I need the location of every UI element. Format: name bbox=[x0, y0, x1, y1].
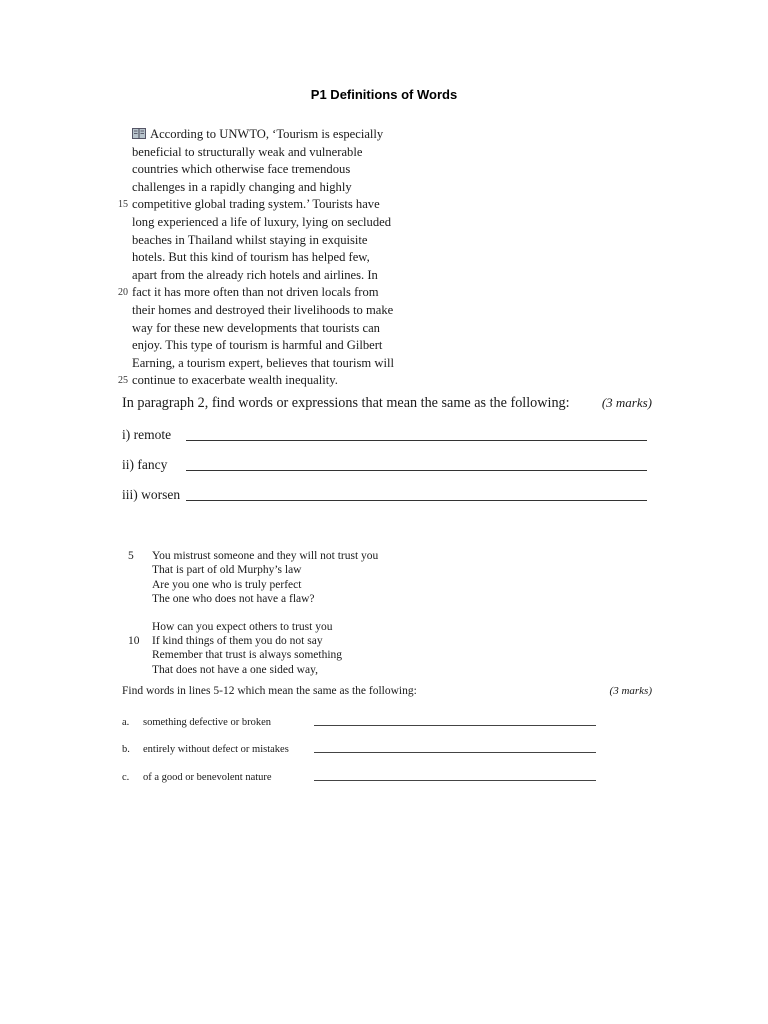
passage-text: According to UNWTO, ‘Tourism is especially bbox=[150, 127, 384, 141]
question-1-item bbox=[122, 485, 647, 505]
answer-line[interactable] bbox=[314, 711, 596, 726]
passage-line bbox=[118, 320, 418, 338]
passage-text: Earning, a tourism expert, believes that tourism will bbox=[132, 355, 394, 370]
passage-text: challenges in a rapidly changing and highly bbox=[132, 179, 352, 194]
answer-line[interactable] bbox=[186, 424, 647, 441]
passage-text: fact it has more often than not driven locals from bbox=[132, 285, 379, 300]
answer-line[interactable] bbox=[314, 766, 596, 781]
passage-line bbox=[118, 249, 418, 267]
question-1-item bbox=[122, 425, 647, 445]
item-label: iii) worsen bbox=[122, 487, 181, 502]
poem-line bbox=[128, 549, 428, 563]
question-2-item bbox=[122, 767, 596, 785]
passage-line bbox=[118, 179, 418, 197]
poem-text: Are you one who is truly perfect bbox=[152, 578, 302, 591]
item-label: of a good or benevolent nature bbox=[143, 772, 272, 783]
instruction-text: In paragraph 2, find words or expressions that mean the same as the following: bbox=[122, 395, 570, 411]
poem-text: That is part of old Murphy’s law bbox=[152, 564, 302, 577]
line-number: 20 bbox=[118, 287, 128, 299]
item-letter: b. bbox=[122, 744, 130, 755]
book-icon bbox=[132, 128, 146, 139]
item-label: something defective or broken bbox=[143, 717, 271, 728]
passage-text: beneficial to structurally weak and vulnerable bbox=[132, 144, 363, 159]
item-label: i) remote bbox=[122, 427, 172, 442]
reading-passage bbox=[118, 126, 418, 390]
line-number: 15 bbox=[118, 199, 128, 211]
passage-line bbox=[118, 214, 418, 232]
page-title: P1 Definitions of Words bbox=[310, 87, 458, 102]
passage-line bbox=[118, 267, 418, 285]
passage-text: enjoy. This type of tourism is harmful and Gilbert bbox=[132, 338, 383, 353]
question-1-item bbox=[122, 455, 647, 475]
passage-line bbox=[118, 355, 418, 373]
instruction-text: Find words in lines 5-12 which mean the same as the following: bbox=[122, 685, 417, 697]
item-label: ii) fancy bbox=[122, 457, 168, 472]
poem-text: How can you expect others to trust you bbox=[152, 620, 333, 633]
passage-line bbox=[118, 232, 418, 250]
passage-text: continue to exacerbate wealth inequality. bbox=[132, 373, 338, 388]
poem bbox=[128, 549, 428, 677]
poem-line bbox=[128, 563, 428, 577]
passage-line bbox=[118, 372, 418, 390]
passage-text: their homes and destroyed their livelihoods to make bbox=[132, 302, 394, 317]
line-number: 10 bbox=[128, 634, 140, 647]
passage-line bbox=[118, 302, 418, 320]
poem-line bbox=[128, 620, 428, 634]
passage-text: hotels. But this kind of tourism has helped few, bbox=[132, 250, 370, 265]
item-label: entirely without defect or mistakes bbox=[143, 744, 289, 755]
passage-line bbox=[118, 337, 418, 355]
passage-line bbox=[118, 161, 418, 179]
item-letter: a. bbox=[122, 717, 130, 728]
poem-line bbox=[128, 634, 428, 648]
marks-label: (3 marks) bbox=[601, 395, 652, 410]
poem-line bbox=[128, 578, 428, 592]
passage-text: competitive global trading system.’ Tourists have bbox=[132, 197, 380, 212]
poem-line bbox=[128, 663, 428, 677]
poem-text: Remember that trust is always something bbox=[152, 649, 343, 662]
line-number: 25 bbox=[118, 375, 128, 387]
passage-text: countries which otherwise face tremendous bbox=[132, 162, 351, 177]
question-2-item bbox=[122, 712, 596, 730]
poem-text: If kind things of them you do not say bbox=[152, 634, 323, 647]
passage-text: way for these new developments that tourists can bbox=[132, 320, 380, 335]
stanza-gap bbox=[128, 607, 428, 620]
question-2-instruction bbox=[122, 685, 652, 697]
passage-text: beaches in Thailand whilst staying in exquisite bbox=[132, 232, 368, 247]
answer-line[interactable] bbox=[314, 738, 596, 753]
item-letter: c. bbox=[122, 772, 130, 783]
passage-text: long experienced a life of luxury, lying on secluded bbox=[132, 214, 392, 229]
answer-line[interactable] bbox=[186, 454, 647, 471]
poem-line bbox=[128, 592, 428, 606]
passage-line bbox=[118, 126, 418, 144]
poem-text: You mistrust someone and they will not trust you bbox=[152, 550, 379, 562]
line-number: 5 bbox=[128, 550, 134, 562]
question-2-item bbox=[122, 739, 596, 757]
answer-line[interactable] bbox=[186, 484, 647, 501]
poem-text: The one who does not have a flaw? bbox=[152, 593, 315, 606]
poem-line bbox=[128, 648, 428, 662]
passage-line bbox=[118, 144, 418, 162]
passage-line bbox=[118, 196, 418, 214]
marks-label: (3 marks) bbox=[609, 685, 652, 697]
passage-text: apart from the already rich hotels and airlines. In bbox=[132, 267, 378, 282]
question-1-instruction bbox=[122, 395, 652, 412]
passage-line bbox=[118, 284, 418, 302]
poem-text: That does not have a one sided way, bbox=[152, 663, 318, 676]
